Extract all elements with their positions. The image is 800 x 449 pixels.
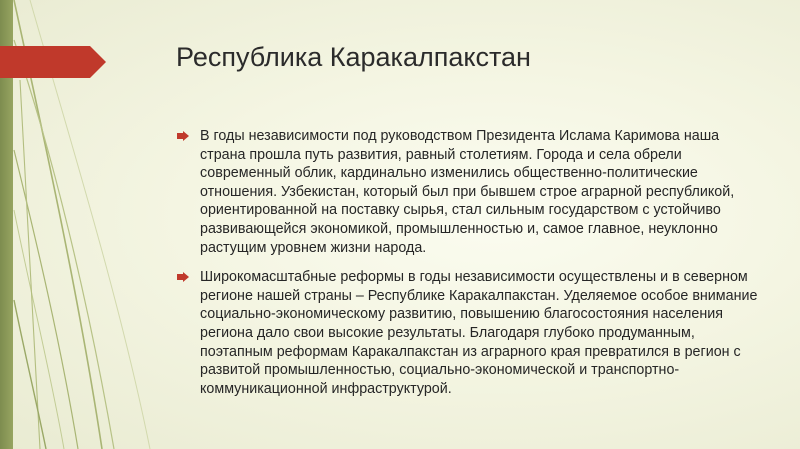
bullet-item (177, 127, 763, 257)
slide-title: Республика Каракалпакстан (176, 42, 531, 72)
arrow-bullet-icon (177, 272, 189, 282)
bullet-text: В годы независимости под руководством Президента Ислама Каримова наша страна прошла путь развития, равный столетиям. Города и села обрели современный облик, кардинально изменились общественно-политические отношения. Узбекистан, который был при бывшем строе аграрной республикой, ориентированной на поставку сырья, стал сильным государством с устойчиво развивающейся экономикой, промышленностью и, самое главное, неуклонно растущим уровнем жизни народа. (200, 128, 735, 256)
bullet-list (177, 127, 763, 409)
title-arrow-shape (0, 46, 106, 78)
bullet-item (177, 268, 763, 398)
arrow-bullet-icon (177, 131, 189, 141)
bullet-text: Широкомасштабные реформы в годы независимости осуществлены и в северном регионе нашей страны – Республике Каракалпакстан. Уделяемое особое внимание социально-экономическому развитию, повышению благосостояния населения региона дало свои высокие результаты. Благодаря глубоко продуманным, поэтапным реформам Каракалпакстан из аграрного края превратился в регион с развитой промышленностью, социально-экономической и транспортно-коммуникационной инфраструктурой. (200, 269, 758, 397)
